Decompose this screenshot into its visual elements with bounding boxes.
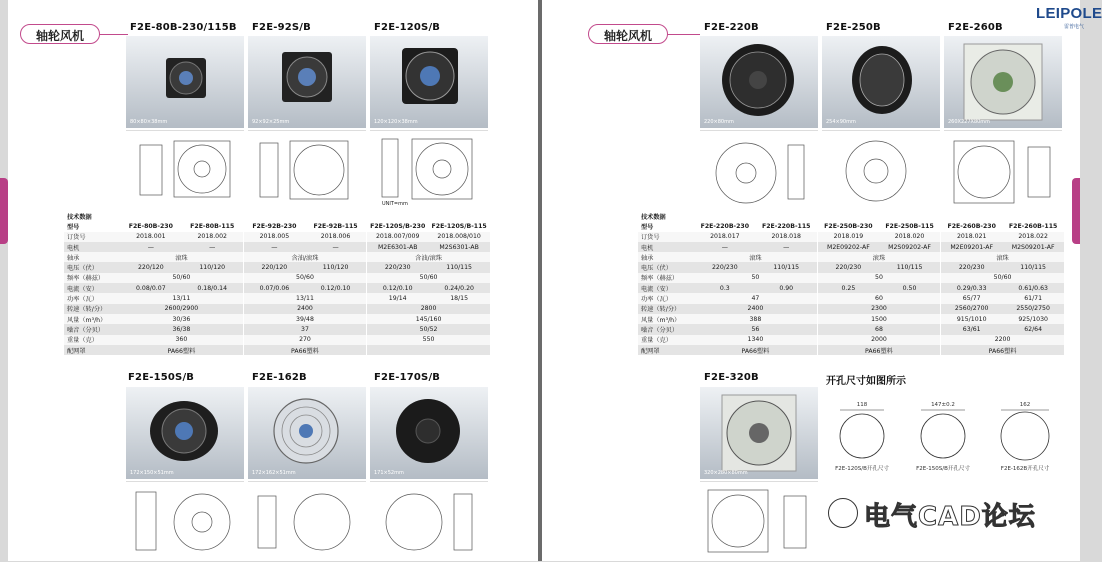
left-edge-tab <box>0 178 8 244</box>
table-heading: 技术数据 <box>67 213 92 221</box>
model-title: F2E-80B-230/115B <box>130 22 237 33</box>
column-header: F2E-80B-230 <box>120 221 182 231</box>
fan-photo <box>248 36 366 128</box>
fan-photo <box>822 36 940 128</box>
brand-logo <box>1036 5 1102 30</box>
cutout-dimension: 118 <box>856 402 868 408</box>
cutout-dimension: 147±0.2 <box>931 402 955 408</box>
table-row: 噪音（分贝） 56 68 63/61 62/64 <box>638 324 1064 334</box>
dimension-drawing <box>700 130 818 210</box>
cutout-caption: F2E-162B开孔尺寸 <box>1000 466 1050 472</box>
photo-caption: 120×120×38mm <box>374 119 418 125</box>
cutout-circle <box>921 414 965 458</box>
photo-caption: 172×162×51mm <box>252 470 296 476</box>
dimension-drawing <box>370 130 488 210</box>
dimension-drawing <box>126 130 244 210</box>
column-header: F2E-80B-115 <box>182 221 244 231</box>
table-row: 频率（赫兹） 50/60 50/60 50/60 <box>64 273 490 283</box>
fan-photo <box>944 36 1062 128</box>
table-row: 电压（伏） 220/120 110/120 220/120 110/120 220/230 110/115 <box>64 262 490 272</box>
left-page <box>8 0 538 561</box>
cutout-caption: F2E-150S/B开孔尺寸 <box>916 466 970 472</box>
dimension-drawing <box>822 130 940 210</box>
column-header: F2E-260B-230 <box>941 221 1003 231</box>
fan-photo <box>700 36 818 128</box>
fan-photo <box>126 36 244 128</box>
column-header: F2E-120S/B-115 <box>428 221 490 231</box>
table-row: 订货号 2018.001 2018.002 2018.005 2018.006 2018.007/009 2018.008/010 <box>64 232 490 242</box>
model-title: F2E-120S/B <box>374 22 441 33</box>
logo-text: LEIPOLE <box>1036 5 1102 22</box>
table-row: 功率（瓦） 47 60 65/77 61/71 <box>638 293 1064 303</box>
model-title: F2E-250B <box>826 22 881 33</box>
table-row: 转速（转/分） 2400 2300 2560/2700 2550/2750 <box>638 304 1064 314</box>
model-title: F2E-162B <box>252 372 307 383</box>
dimension-drawing <box>700 481 818 561</box>
dimension-drawing <box>126 481 244 561</box>
photo-caption: 171×52mm <box>374 470 404 476</box>
column-header: F2E-92B-230 <box>243 221 305 231</box>
photo-caption: 220×80mm <box>704 119 734 125</box>
drawing-note: UNIT=mm <box>382 201 408 207</box>
model-title: F2E-220B <box>704 22 759 33</box>
fan-photo <box>700 387 818 479</box>
right-edge-tab <box>1072 178 1080 244</box>
column-header: F2E-120S/B-230 <box>367 221 429 231</box>
table-row: 电流（安） 0.08/0.07 0.18/0.14 0.07/0.06 0.12/0.10 0.12/0.10 0.24/0.20 <box>64 283 490 293</box>
fan-photo <box>370 387 488 479</box>
fan-photo <box>370 36 488 128</box>
column-header: F2E-92B-115 <box>305 221 367 231</box>
table-row: 转速（转/分） 2600/2900 2400 2800 <box>64 304 490 314</box>
photo-caption: 172×150×51mm <box>130 470 174 476</box>
column-header: F2E-220B-115 <box>756 221 818 231</box>
photo-caption: 92×92×25mm <box>252 119 290 125</box>
section-label: 轴轮风机 <box>588 24 668 44</box>
table-row: 配网罩 PA66塑料 PA66塑料 PA66塑料 <box>638 345 1064 355</box>
table-row: 噪音（分贝） 36/38 37 50/52 <box>64 324 490 334</box>
table-header-row: 型号 F2E-220B-230 F2E-220B-115 F2E-250B-230 F2E-250B-115 F2E-260B-230 F2E-260B-115 <box>638 221 1064 231</box>
cutout-circle <box>840 414 884 458</box>
spec-table <box>638 211 1064 355</box>
table-row: 风量（m³/h） 388 1500 915/1010 925/1030 <box>638 314 1064 324</box>
dimension-drawing <box>248 481 366 561</box>
photo-caption: 254×90mm <box>826 119 856 125</box>
spec-table <box>64 211 490 355</box>
column-header: F2E-260B-115 <box>1002 221 1064 231</box>
table-row: 电压（伏） 220/230 110/115 220/230 110/115 220/230 110/115 <box>638 262 1064 272</box>
dimension-drawing <box>248 130 366 210</box>
model-title: F2E-170S/B <box>374 372 441 383</box>
dimension-drawing <box>944 130 1062 210</box>
fan-photo <box>126 387 244 479</box>
column-header: F2E-220B-230 <box>694 221 756 231</box>
table-row: 重量（克） 1340 2000 2200 <box>638 335 1064 345</box>
cutout-diagrams <box>822 400 1062 470</box>
table-header-row: 型号 F2E-80B-230 F2E-80B-115 F2E-92B-230 F2E-92B-115 F2E-120S/B-230 F2E-120S/B-115 <box>64 221 490 231</box>
section-line <box>664 34 700 35</box>
section-line <box>98 34 128 35</box>
table-row: 风量（m³/h） 30/36 39/48 145/160 <box>64 314 490 324</box>
fan-photo <box>248 387 366 479</box>
cutout-circle <box>1001 412 1049 460</box>
model-title: F2E-92S/B <box>252 22 311 33</box>
table-row: 电机 — — M2E09202-AF M2S09202-AF M2E09201-AF M2S09201-AF <box>638 242 1064 252</box>
cutout-title: 开孔尺寸如图所示 <box>826 376 906 387</box>
column-header: F2E-250B-115 <box>879 221 941 231</box>
cutout-caption: F2E-120S/B开孔尺寸 <box>835 466 889 472</box>
table-row: 功率（瓦） 13/11 13/11 19/14 18/15 <box>64 293 490 303</box>
table-row: 轴承 滚珠 滚珠 滚珠 <box>638 252 1064 262</box>
table-heading: 技术数据 <box>641 213 666 221</box>
column-header: F2E-250B-230 <box>817 221 879 231</box>
photo-caption: 320×280×80mm <box>704 470 748 476</box>
section-label: 轴轮风机 <box>20 24 100 44</box>
model-title: F2E-150S/B <box>128 372 195 383</box>
watermark-text: 电气CAD论坛 <box>864 502 1036 532</box>
table-row: 轴承 滚珠 含油/滚珠 含油/滚珠 <box>64 252 490 262</box>
photo-caption: 260X227X80mm <box>948 119 991 125</box>
model-title: F2E-320B <box>704 372 759 383</box>
dimension-drawing <box>370 481 488 561</box>
watermark-icon <box>828 498 858 528</box>
right-page <box>542 0 1102 561</box>
logo-subtext: 雷普电气 <box>1064 24 1085 30</box>
table-row: 重量（克） 360 270 550 <box>64 335 490 345</box>
photo-caption: 80×80×38mm <box>130 119 168 125</box>
cutout-dimension: 162 <box>1019 402 1031 408</box>
table-row: 电机 — — — — M2E6301-AB M2S6301-AB <box>64 242 490 252</box>
table-row: 电流（安） 0.3 0.90 0.25 0.50 0.29/0.33 0.61/0.63 <box>638 283 1064 293</box>
model-title: F2E-260B <box>948 22 1003 33</box>
table-row: 频率（赫兹） 50 50 50/60 <box>638 273 1064 283</box>
table-row: 配网罩 PA66塑料 PA66塑料 <box>64 345 490 355</box>
table-row: 订货号 2018.017 2018.018 2018.019 2018.020 2018.021 2018.022 <box>638 232 1064 242</box>
